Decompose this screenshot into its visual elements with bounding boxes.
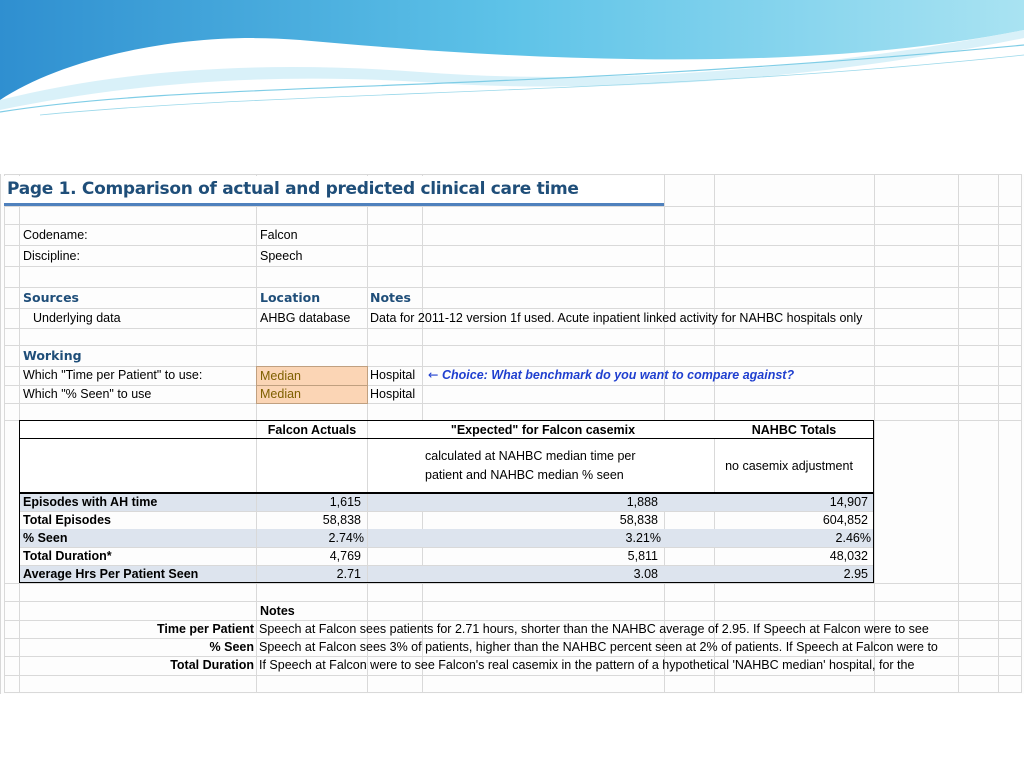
cell-total-total-episodes[interactable]: 604,852: [822, 513, 868, 527]
row-label-duration: Total Duration*: [23, 549, 112, 563]
working-header: Working: [23, 348, 82, 363]
cell-total-episodes[interactable]: 14,907: [829, 495, 868, 509]
cell-actual-total-episodes[interactable]: 58,838: [322, 513, 361, 527]
note-label-time: Time per Patient: [156, 622, 254, 636]
note-text-duration: If Speech at Falcon were to see Falcon's real casemix in the pattern of a hypothetical 'NAHBC median' hospital, for the: [259, 658, 915, 672]
source-label: Underlying data: [33, 311, 121, 325]
cell-actual-duration[interactable]: 4,769: [329, 549, 361, 563]
location-header: Location: [260, 290, 321, 305]
cell-total-duration[interactable]: 48,032: [829, 549, 868, 563]
notes-section-header: Notes: [260, 604, 295, 618]
col-header-expected: "Expected" for Falcon casemix: [450, 423, 636, 437]
choice-note-row: [428, 367, 794, 383]
cell-expected-episodes[interactable]: 1,888: [626, 495, 658, 509]
expected-description-1: calculated at NAHBC median time per: [425, 449, 636, 463]
cell-total-seen[interactable]: 2.46%: [835, 531, 871, 545]
header-wave-banner: [0, 0, 1024, 120]
row-label-seen: % Seen: [23, 531, 68, 545]
page-title: Page 1. Comparison of actual and predicted clinical care time: [7, 179, 579, 199]
row-label-episodes: Episodes with AH time: [23, 495, 158, 509]
percent-seen-value: Median: [260, 387, 301, 401]
time-per-patient-label: Which "Time per Patient" to use:: [23, 368, 203, 382]
row-label-total-episodes: Total Episodes: [23, 513, 111, 527]
seen-scope[interactable]: Hospital: [370, 387, 416, 401]
note-label-seen: % Seen: [209, 640, 254, 654]
col-header-actuals: Falcon Actuals: [267, 423, 357, 437]
col-header-totals: NAHBC Totals: [751, 423, 837, 437]
cell-expected-total-episodes[interactable]: 58,838: [619, 513, 658, 527]
cell-actual-episodes[interactable]: 1,615: [329, 495, 361, 509]
cell-expected-average[interactable]: 3.08: [633, 567, 658, 581]
percent-seen-select[interactable]: [256, 385, 368, 404]
note-text-seen: Speech at Falcon sees 3% of patients, higher than the NAHBC percent seen at 2% of patients. If Speech at Falcon were to: [259, 640, 938, 654]
page-title-cell: [4, 176, 664, 206]
cell-actual-average[interactable]: 2.71: [336, 567, 361, 581]
time-per-patient-select[interactable]: [256, 366, 368, 386]
expected-description-2: patient and NAHBC median % seen: [425, 468, 624, 482]
percent-seen-label: Which "% Seen" to use: [23, 387, 152, 401]
discipline-label: Discipline:: [23, 249, 80, 263]
source-location[interactable]: AHBG database: [260, 311, 351, 325]
time-scope[interactable]: Hospital: [370, 368, 416, 382]
note-text-time: Speech at Falcon sees patients for 2.71 hours, shorter than the NAHBC average of 2.95. If Speech at Falcon were to see: [259, 622, 929, 636]
row-label-average: Average Hrs Per Patient Seen: [23, 567, 199, 581]
codename-label: Codename:: [23, 228, 88, 242]
time-per-patient-value: Median: [260, 369, 301, 383]
table-header-rule: [19, 438, 874, 439]
cell-expected-duration[interactable]: 5,811: [627, 549, 658, 563]
sources-header: Sources: [23, 290, 79, 305]
totals-description: no casemix adjustment: [725, 459, 853, 473]
cell-actual-seen[interactable]: 2.74%: [328, 531, 364, 545]
discipline-value[interactable]: Speech: [260, 249, 303, 263]
left-arrow-icon: ←: [428, 367, 439, 382]
source-notes[interactable]: Data for 2011-12 version 1f used. Acute inpatient linked activity for NAHBC hospitals only: [370, 311, 863, 325]
cell-expected-seen[interactable]: 3.21%: [625, 531, 661, 545]
note-label-duration: Total Duration: [170, 658, 254, 672]
choice-note: Choice: What benchmark do you want to compare against?: [441, 368, 795, 382]
notes-header: Notes: [370, 290, 411, 305]
cell-total-average[interactable]: 2.95: [843, 567, 868, 581]
codename-value[interactable]: Falcon: [260, 228, 298, 242]
